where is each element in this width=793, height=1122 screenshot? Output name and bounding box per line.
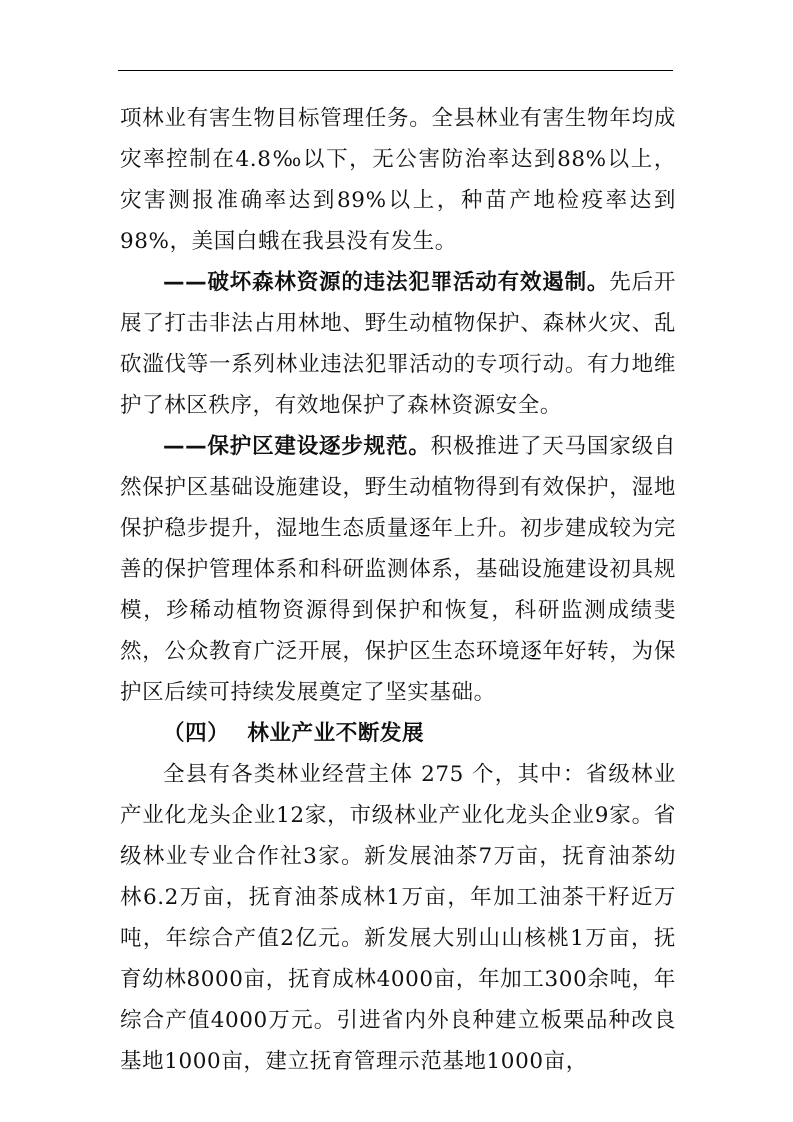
- paragraph-lead-heading: ——破坏森林资源的违法犯罪活动有效遏制。: [163, 270, 610, 295]
- paragraph-text: 先后开展了打击非法占用林地、野生动植物保护、森林火灾、乱砍滥伐等一系列林业违法犯罪活动的专项行动。有力地维护了林区秩序，有效地保护了森林资源安全。: [120, 270, 676, 418]
- paragraph-lead-heading: ——保护区建设逐步规范。: [163, 434, 431, 459]
- section-number: （四）: [163, 721, 230, 746]
- header-rule: [118, 70, 673, 71]
- paragraph-law-enforcement: [120, 262, 676, 426]
- section-heading: [120, 713, 676, 754]
- document-body: [120, 98, 676, 1082]
- paragraph-industry: [120, 754, 676, 1082]
- paragraph-text: 项林业有害生物目标管理任务。全县林业有害生物年均成灾率控制在4.8‰以下，无公害防治率达到88%以上，灾害测报准确率达到89%以上，种苗产地检疫率达到98%，美国白蛾在我县没有发生。: [120, 106, 676, 254]
- paragraph-pest-control: [120, 98, 676, 262]
- paragraph-text: 积极推进了天马国家级自然保护区基础设施建设，野生动植物得到有效保护，湿地保护稳步提升，湿地生态质量逐年上升。初步建成较为完善的保护管理体系和科研监测体系，基础设施建设初具规模，珍稀动植物资源得到保护和恢复，科研监测成绩斐然，公众教育广泛开展，保护区生态环境逐年好转，为保护区后续可持续发展奠定了坚实基础。: [120, 434, 676, 705]
- section-title: 林业产业不断发展: [247, 721, 425, 746]
- paragraph-reserve-construction: [120, 426, 676, 713]
- paragraph-text: 全县有各类林业经营主体 275 个，其中：省级林业产业化龙头企业12家，市级林业产业化龙头企业9家。省级林业专业合作社3家。新发展油茶7万亩，抚育油茶幼林6.2万亩，抚育油茶成林1万亩，年加工油茶干籽近万吨，年综合产值2亿元。新发展大别山山核桃1万亩，抚育幼林8000亩，抚育成林4000亩，年加工300余吨，年综合产值4000万元。引进省内外良种建立板栗品种改良基地1000亩，建立抚育管理示范基地1000亩，: [120, 762, 676, 1074]
